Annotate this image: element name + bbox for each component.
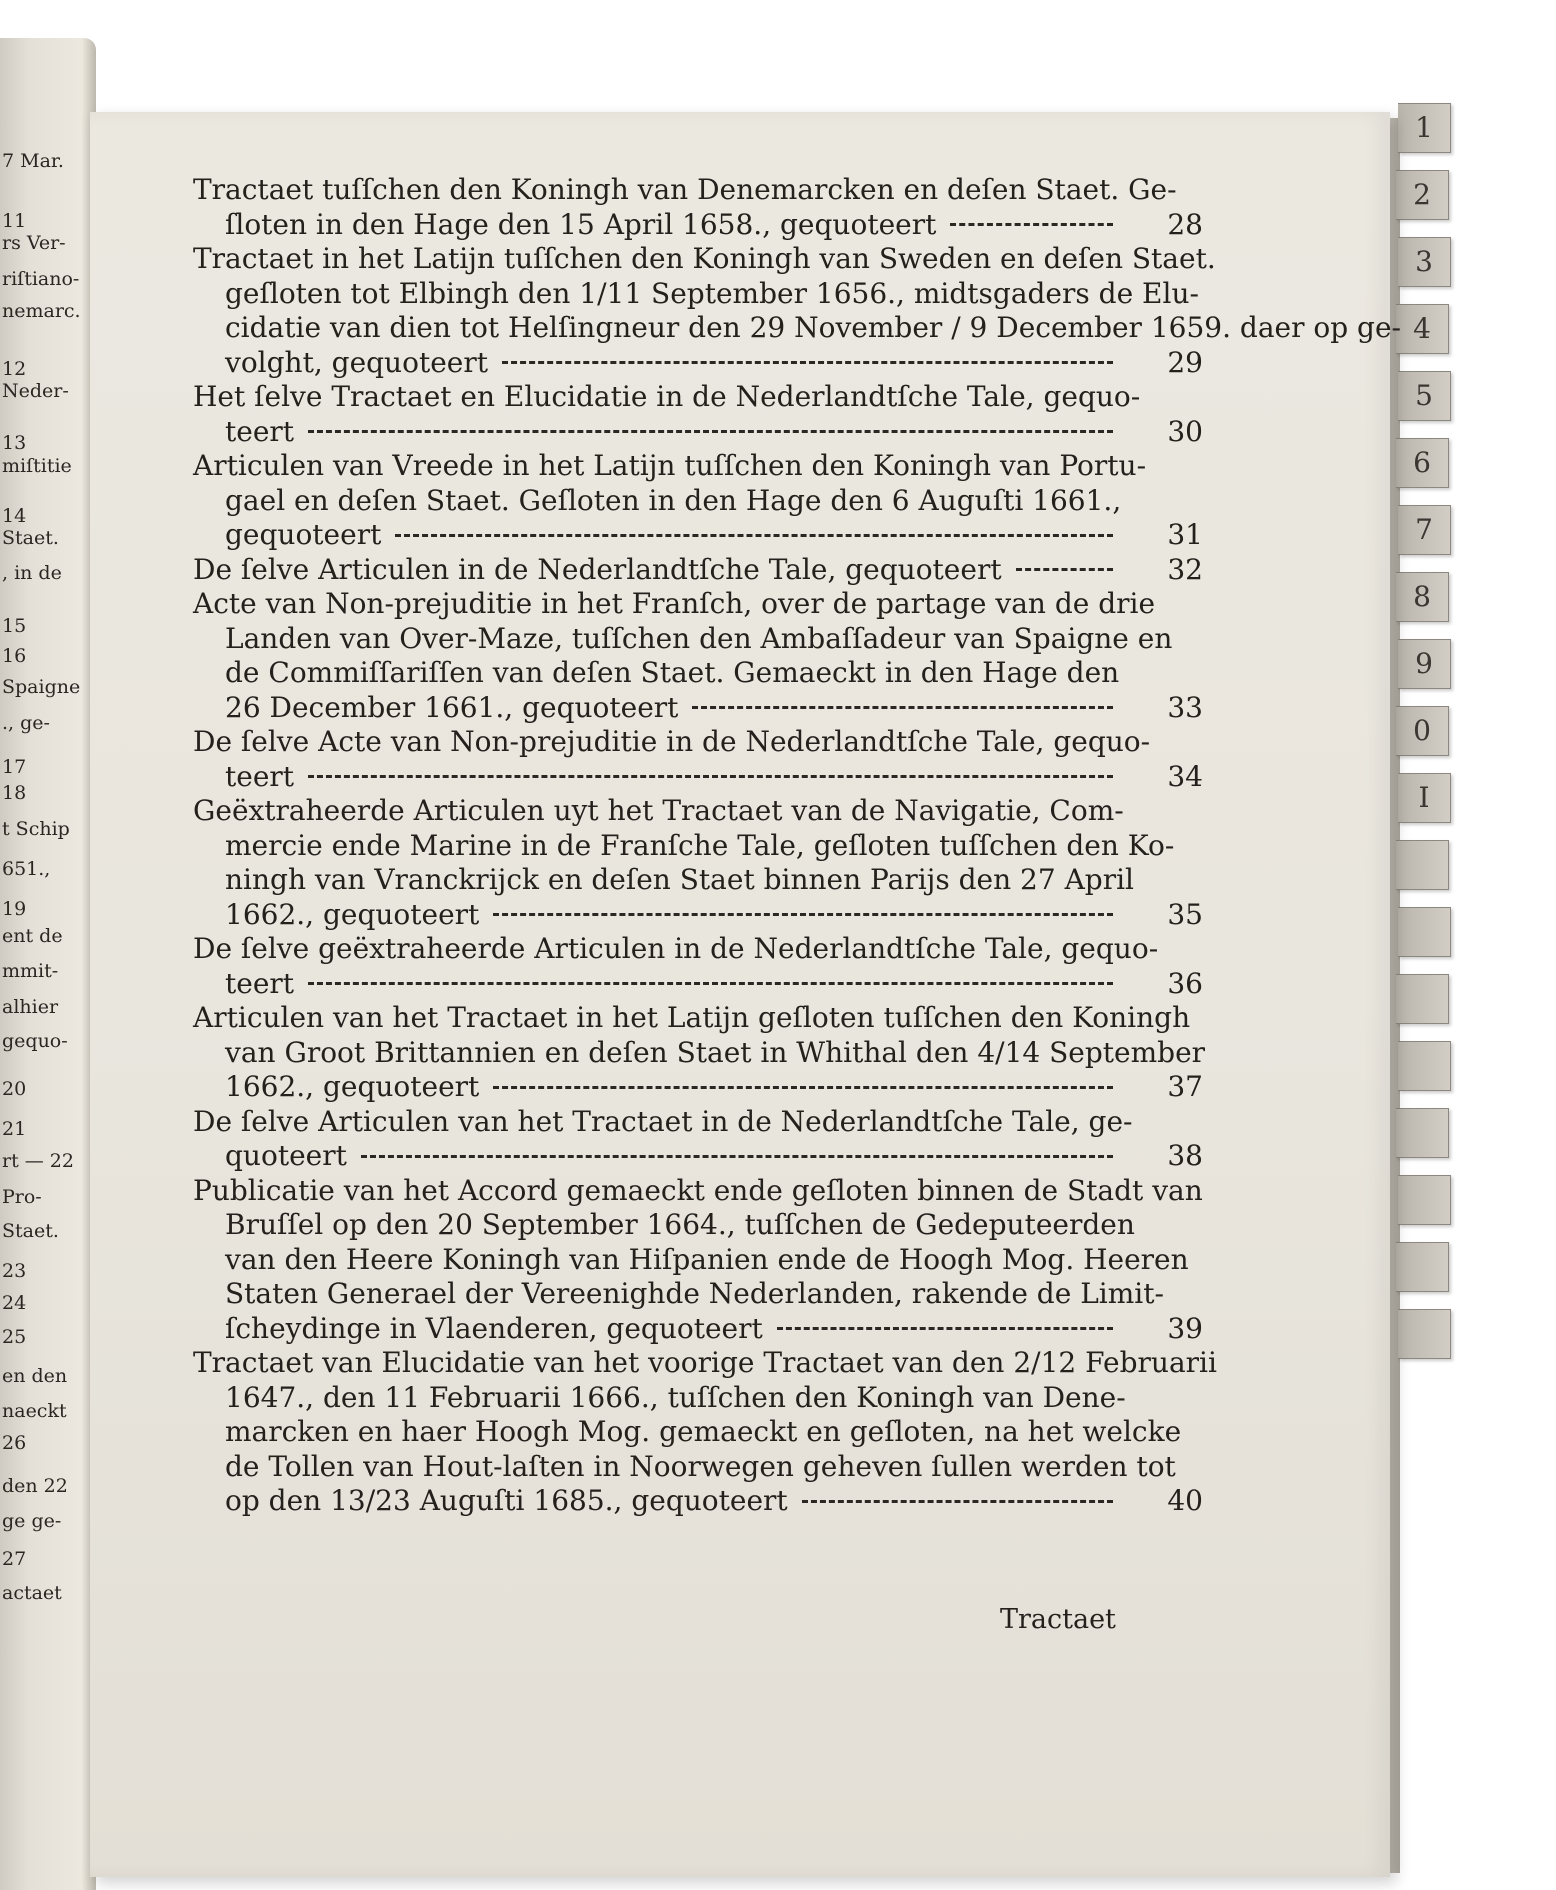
left-page-fragment: 21 <box>2 1118 27 1140</box>
left-page-fragment: 12 <box>2 358 27 380</box>
left-facing-page <box>0 38 96 1890</box>
entry-text: Publicatie van het Accord gemaeckt ende geſloten binnen de Stadt van <box>193 1173 1203 1207</box>
index-tab[interactable]: 5 <box>1398 371 1451 421</box>
page-number: 34 <box>1167 759 1203 793</box>
entry-line <box>193 1035 1206 1071</box>
entry-line <box>193 1346 1217 1381</box>
entry-line <box>193 725 1151 760</box>
entry-line <box>193 587 1156 622</box>
entry-line <box>193 345 1203 381</box>
index-tab[interactable] <box>1398 907 1451 957</box>
entry-line <box>193 1311 1203 1347</box>
left-page-fragment: riſtiano- <box>2 268 80 290</box>
entry-line <box>193 621 1173 657</box>
dot-leader <box>308 982 1113 988</box>
entry-line <box>193 1070 1203 1105</box>
toc-entry <box>193 242 1402 380</box>
entry-text: ningh van Vranckrijck en deſen Staet binnen Parijs den 27 April <box>225 863 1135 896</box>
entry-text: Articulen van het Tractaet in het Latijn geſloten tuſſchen den Koningh <box>193 1001 1191 1034</box>
entry-text: 1647., den 11 Februarii 1666., tuſſchen den Koningh van Dene- <box>225 1380 1126 1414</box>
index-tab[interactable] <box>1396 840 1449 890</box>
toc-entry <box>193 725 1203 794</box>
entry-text: marcken en haer Hoogh Mog. gemaeckt en geſloten, na het welcke <box>225 1415 1182 1448</box>
entry-text: teert <box>225 414 295 448</box>
index-tab[interactable]: 2 <box>1396 170 1449 220</box>
toc-entry <box>193 380 1203 449</box>
index-tab[interactable]: 4 <box>1396 304 1449 354</box>
toc-entry <box>193 794 1203 932</box>
entry-line <box>193 863 1135 898</box>
index-tab[interactable] <box>1398 1041 1451 1091</box>
dot-leader <box>308 430 1113 436</box>
entry-line <box>193 897 1203 933</box>
entry-line <box>193 207 1203 243</box>
page-number: 28 <box>1167 207 1203 241</box>
dot-leader <box>493 913 1113 919</box>
page-number: 37 <box>1167 1070 1203 1103</box>
entry-text: teert <box>225 759 295 793</box>
dot-leader <box>950 223 1113 229</box>
index-tab[interactable]: 0 <box>1396 706 1449 756</box>
left-page-fragment: 13 <box>2 432 27 454</box>
left-page-fragment: gequo- <box>2 1030 68 1052</box>
page-number: 35 <box>1167 897 1203 931</box>
left-page-fragment: 16 <box>2 645 27 667</box>
dot-leader <box>1016 568 1113 574</box>
entry-text: 1662., gequoteert <box>225 897 480 931</box>
dot-leader <box>361 1155 1113 1161</box>
left-page-fragment: ., ge- <box>2 712 50 734</box>
index-tab[interactable] <box>1398 1175 1451 1225</box>
left-page-fragment: rt — 22 <box>2 1150 74 1172</box>
entry-text: geſloten tot Elbingh den 1/11 September 1656., midtsgaders de Elu- <box>225 276 1199 310</box>
page-number: 40 <box>1167 1484 1203 1517</box>
left-page-fragment: nemarc. <box>2 300 81 322</box>
entry-line <box>193 484 1123 519</box>
entry-text: van Groot Brittannien en deſen Staet in Whithal den 4/14 September <box>225 1035 1206 1069</box>
entry-text: Het ſelve Tractaet en Elucidatie in de Nederlandtſche Tale, gequo- <box>193 380 1141 413</box>
toc-entry <box>193 932 1203 1001</box>
entry-text: De ſelve geëxtraheerde Articulen in de Nederlandtſche Tale, gequo- <box>193 932 1159 965</box>
toc-entry <box>193 552 1203 588</box>
left-page-fragment: 26 <box>2 1432 27 1454</box>
entry-line <box>193 656 1123 691</box>
dot-leader <box>777 1327 1113 1333</box>
entry-text: quoteert <box>225 1139 347 1172</box>
dot-leader <box>692 706 1113 712</box>
catchword: Tractaet <box>1000 1604 1116 1635</box>
index-tab[interactable] <box>1396 1108 1449 1158</box>
left-page-fragment: Pro- <box>2 1186 42 1208</box>
entry-text: ſloten in den Hage den 15 April 1658., gequoteert <box>225 207 937 241</box>
entry-text: Articulen van Vreede in het Latijn tuſſchen den Koningh van Portu- <box>193 449 1147 482</box>
toc-entry <box>193 449 1203 553</box>
entry-text: De ſelve Articulen van het Tractaet in de Nederlandtſche Tale, ge- <box>193 1104 1133 1138</box>
entry-text: 1662., gequoteert <box>225 1070 480 1103</box>
left-page-fragment: ge ge- <box>2 1510 62 1532</box>
left-page-fragment: den 22 <box>2 1475 68 1497</box>
toc-entry <box>193 587 1203 725</box>
entry-text: Geëxtraheerde Articulen uyt het Tractaet van de Navigatie, Com- <box>193 794 1124 827</box>
entry-line <box>193 1277 1164 1312</box>
entry-text: ſcheydinge in Vlaenderen, gequoteert <box>225 1311 763 1345</box>
left-page-fragment: ent de <box>2 925 63 947</box>
left-page-fragment: 15 <box>2 615 27 637</box>
entry-text: Tractaet van Elucidatie van het voorige Tractaet van den 2/12 Februarii <box>193 1346 1217 1379</box>
dot-leader <box>493 1086 1113 1092</box>
page-number: 30 <box>1167 414 1203 448</box>
left-page-fragment: 27 <box>2 1548 27 1570</box>
index-tab[interactable]: 6 <box>1396 438 1449 488</box>
entry-text: Bruſſel op den 20 September 1664., tuſſchen de Gedeputeerden <box>225 1208 1135 1241</box>
entry-text: mercie ende Marine in de Franſche Tale, geſloten tuſſchen den Ko- <box>225 828 1175 862</box>
entry-line <box>193 414 1203 450</box>
entry-line <box>193 1001 1191 1036</box>
index-tab[interactable] <box>1396 974 1449 1024</box>
left-page-fragment: 20 <box>2 1078 27 1100</box>
entry-line <box>193 449 1147 484</box>
toc-entry <box>193 1173 1203 1347</box>
left-page-fragment: miſtitie <box>2 455 72 477</box>
index-tab[interactable]: 8 <box>1396 572 1449 622</box>
toc-entry <box>193 1104 1203 1174</box>
entry-line <box>193 1242 1189 1278</box>
entry-text: Acte van Non-prejuditie in het Franſch, over de partage van de drie <box>193 587 1156 620</box>
left-page-fragment: 18 <box>2 782 27 804</box>
left-page-fragment: 19 <box>2 898 27 920</box>
left-page-fragment: Neder- <box>2 380 69 402</box>
entry-line <box>193 1415 1182 1450</box>
entry-text: De ſelve Acte van Non-prejuditie in de Nederlandtſche Tale, gequo- <box>193 725 1151 758</box>
page-number: 38 <box>1167 1139 1203 1172</box>
entry-text: 26 December 1661., gequoteert <box>225 690 679 724</box>
page-number: 33 <box>1167 690 1203 724</box>
entry-line <box>193 1104 1133 1140</box>
entry-text: teert <box>225 966 295 1000</box>
dot-leader <box>308 775 1113 781</box>
entry-line <box>193 690 1203 726</box>
left-page-fragment: 7 Mar. <box>2 150 64 172</box>
dot-leader <box>802 1500 1113 1506</box>
toc-entry <box>193 173 1203 242</box>
left-page-fragment: en den <box>2 1365 68 1387</box>
entry-text: Tractaet in het Latijn tuſſchen den Koningh van Sweden en deſen Staet. <box>193 242 1216 275</box>
entry-text: Landen van Over-Maze, tuſſchen den Ambaſſadeur van Spaigne en <box>225 621 1173 655</box>
left-page-fragment: Staet. <box>2 527 59 549</box>
dot-leader <box>395 534 1113 540</box>
entry-text: op den 13/23 Auguſti 1685., gequoteert <box>225 1484 788 1517</box>
entry-line <box>193 1173 1203 1209</box>
left-page-fragment: Spaigne <box>2 676 81 698</box>
page-number: 31 <box>1167 518 1203 551</box>
entry-line <box>193 173 1177 208</box>
entry-line <box>193 1380 1126 1416</box>
left-page-fragment: 17 <box>2 756 27 778</box>
entry-text: volght, gequoteert <box>225 345 488 379</box>
entry-line <box>193 1484 1203 1519</box>
left-page-fragment: naeckt <box>2 1400 67 1422</box>
left-page-fragment: mmit- <box>2 960 59 982</box>
entry-line <box>193 966 1203 1002</box>
left-page-fragment: 11 <box>2 210 27 232</box>
index-tab[interactable] <box>1398 1309 1451 1359</box>
entry-line <box>193 759 1203 795</box>
left-page-fragment: rs Ver- <box>2 232 66 254</box>
toc-entry <box>193 1346 1217 1519</box>
entry-text: gequoteert <box>225 518 382 551</box>
entry-line <box>193 932 1159 967</box>
page-number: 29 <box>1167 345 1203 379</box>
page-number: 39 <box>1167 1311 1203 1345</box>
left-page-fragment: 25 <box>2 1326 27 1348</box>
entry-text: Tractaet tuſſchen den Koningh van Denemarcken en deſen Staet. Ge- <box>193 173 1177 206</box>
entry-line <box>193 518 1203 553</box>
left-page-fragment: , in de <box>2 562 62 584</box>
entry-line <box>193 380 1141 415</box>
index-tab[interactable]: 1 <box>1398 103 1451 153</box>
toc-entry <box>193 1001 1206 1105</box>
entry-line <box>193 828 1175 864</box>
index-tab[interactable]: 3 <box>1398 237 1451 287</box>
page-number: 36 <box>1167 966 1203 1000</box>
index-tab[interactable]: I <box>1398 773 1451 823</box>
entry-text: de Tollen van Hout-laſten in Noorwegen geheven ſullen werden tot <box>225 1449 1176 1483</box>
left-page-fragment: 14 <box>2 505 27 527</box>
page-number: 32 <box>1167 552 1203 586</box>
left-page-fragment: 24 <box>2 1292 27 1314</box>
index-tab[interactable]: 9 <box>1398 639 1451 689</box>
left-page-fragment: t Schip <box>2 818 70 840</box>
entry-text: gael en deſen Staet. Geſloten in den Hage den 6 Auguſti 1661., <box>225 483 1122 517</box>
entry-text: van den Heere Koningh van Hiſpanien ende de Hoogh Mog. Heeren <box>225 1242 1189 1276</box>
entry-line <box>193 552 1203 588</box>
table-of-contents <box>193 173 1402 1519</box>
left-page-fragment: alhier <box>2 996 59 1018</box>
entry-text: De ſelve Articulen in de Nederlandtſche Tale, gequoteert <box>193 552 1002 586</box>
index-tab[interactable] <box>1396 1242 1449 1292</box>
left-page-fragment: actaet <box>2 1582 62 1604</box>
entry-line <box>193 1139 1203 1174</box>
entry-line <box>193 276 1199 312</box>
dot-leader <box>502 361 1113 367</box>
entry-line <box>193 1208 1135 1243</box>
left-page-fragment: Staet. <box>2 1220 59 1242</box>
entry-text: cidatie van dien tot Helſingneur den 29 November / 9 December 1659. daer op ge- <box>225 311 1402 344</box>
entry-text: de Commiſſariſſen van deſen Staet. Gemaeckt in den Hage den <box>225 656 1120 689</box>
entry-line <box>193 794 1123 829</box>
left-page-fragment: 23 <box>2 1260 27 1282</box>
entry-line <box>193 1449 1176 1485</box>
entry-line <box>193 242 1216 277</box>
left-page-fragment: 651., <box>2 858 51 880</box>
entry-text: Staten Generael der Vereenighde Nederlanden, rakende de Limit- <box>225 1277 1164 1310</box>
entry-line <box>193 311 1402 346</box>
index-tab[interactable]: 7 <box>1398 505 1451 555</box>
